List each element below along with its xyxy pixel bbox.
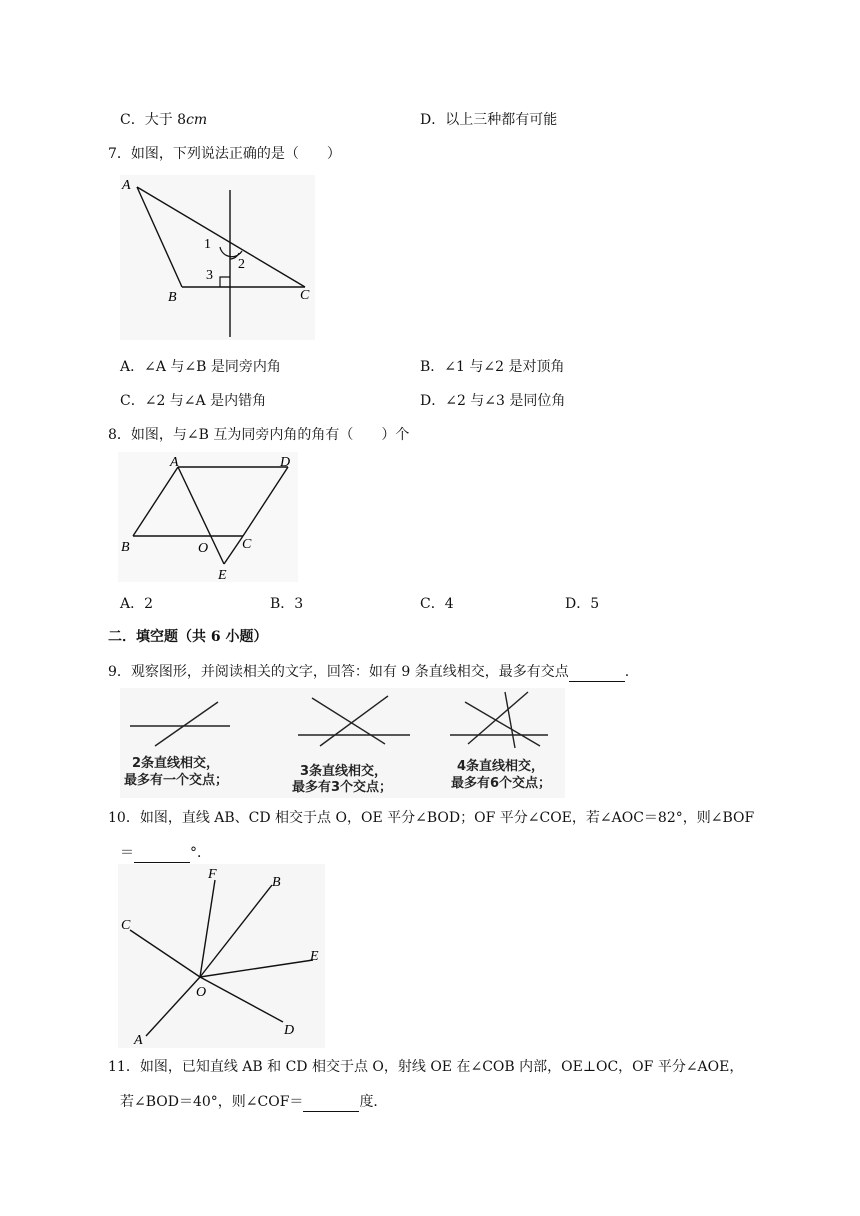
q6-option-c-unit: cm xyxy=(186,112,208,128)
q7-angle-3: 3 xyxy=(206,268,213,283)
q10-label-f: F xyxy=(208,867,217,882)
q10-label-c: C xyxy=(121,918,131,933)
q10-label-e: E xyxy=(310,949,319,964)
q8-label-o: O xyxy=(198,541,209,556)
q7-option-c: C．∠2 与∠A 是内错角 xyxy=(120,393,267,409)
q9-stem-end: . xyxy=(624,664,630,680)
q10-degree: °． xyxy=(190,845,211,861)
q10-eq: ＝ xyxy=(120,845,134,861)
q9-caption-1b: 最多有一个交点； xyxy=(124,773,229,788)
q10-label-a: A xyxy=(134,1033,143,1048)
q8-figure xyxy=(118,452,298,582)
q8-label-a: A xyxy=(170,455,179,470)
q9-figure-lines xyxy=(120,688,565,748)
q6-option-c-text: C．大于 8 xyxy=(120,112,187,128)
q7-label-a: A xyxy=(122,178,131,193)
q8-label-c: C xyxy=(242,537,252,552)
q8-option-c: C．4 xyxy=(420,596,454,612)
q10-blank xyxy=(134,846,190,863)
q10-line1: 10．如图，直线 AB、CD 相交于点 O，OE 平分∠BOD；OF 平分∠COE，若∠AOC＝82°，则∠BOF xyxy=(108,810,755,826)
section-title: 二．填空题（共 6 小题） xyxy=(108,629,268,645)
q10-label-b: B xyxy=(272,875,281,890)
q8-stem: 8．如图，与∠B 互为同旁内角的角有（ ）个 xyxy=(108,427,410,443)
q8-option-d: D．5 xyxy=(565,596,600,612)
q8-label-e: E xyxy=(218,568,227,582)
q7-figure xyxy=(120,175,315,340)
q7-label-c: C xyxy=(300,288,310,303)
q6-option-c xyxy=(120,110,207,130)
q8-label-d: D xyxy=(280,455,291,470)
q9-caption-3a: 4条直线相交， xyxy=(457,759,545,774)
q7-stem: 7．如图，下列说法正确的是（ ） xyxy=(108,146,341,162)
q11-blank xyxy=(303,1095,359,1112)
q11-line2 xyxy=(120,1092,387,1112)
q10-label-o: O xyxy=(196,985,207,1000)
q8-option-b: B．3 xyxy=(270,596,304,612)
q6-option-d: D．以上三种都有可能 xyxy=(420,112,558,128)
q8-option-a: A．2 xyxy=(120,596,154,612)
q7-option-b: B．∠1 与∠2 是对顶角 xyxy=(420,359,565,375)
q7-angle-1: 1 xyxy=(204,237,211,252)
q9-caption-3b: 最多有6个交点； xyxy=(451,776,552,791)
q7-label-b: B xyxy=(168,290,177,305)
q9-stem xyxy=(108,662,629,682)
q9-caption-2a: 3条直线相交， xyxy=(300,764,388,779)
q11-unit: 度． xyxy=(359,1094,388,1110)
q10-label-d: D xyxy=(284,1023,295,1038)
q9-blank xyxy=(569,665,625,682)
q11-line1: 11．如图，已知直线 AB 和 CD 相交于点 O，射线 OE 在∠COB 内部，OE⊥OC，OF 平分∠AOE， xyxy=(108,1059,744,1075)
q7-option-d: D．∠2 与∠3 是同位角 xyxy=(420,393,566,409)
q10-figure xyxy=(118,864,325,1048)
q9-caption-2b: 最多有3个交点； xyxy=(292,780,393,795)
q8-label-b: B xyxy=(121,540,130,555)
q9-stem-text: 9．观察图形，并阅读相关的文字，回答：如有 9 条直线相交，最多有交点 xyxy=(108,664,569,680)
q7-option-a: A．∠A 与∠B 是同旁内角 xyxy=(120,359,281,375)
q9-caption-1a: 2条直线相交， xyxy=(132,756,220,771)
q11-line2-text: 若∠BOD＝40°，则∠COF＝ xyxy=(120,1094,304,1110)
q10-line2 xyxy=(120,843,211,863)
q7-angle-2: 2 xyxy=(238,257,245,272)
